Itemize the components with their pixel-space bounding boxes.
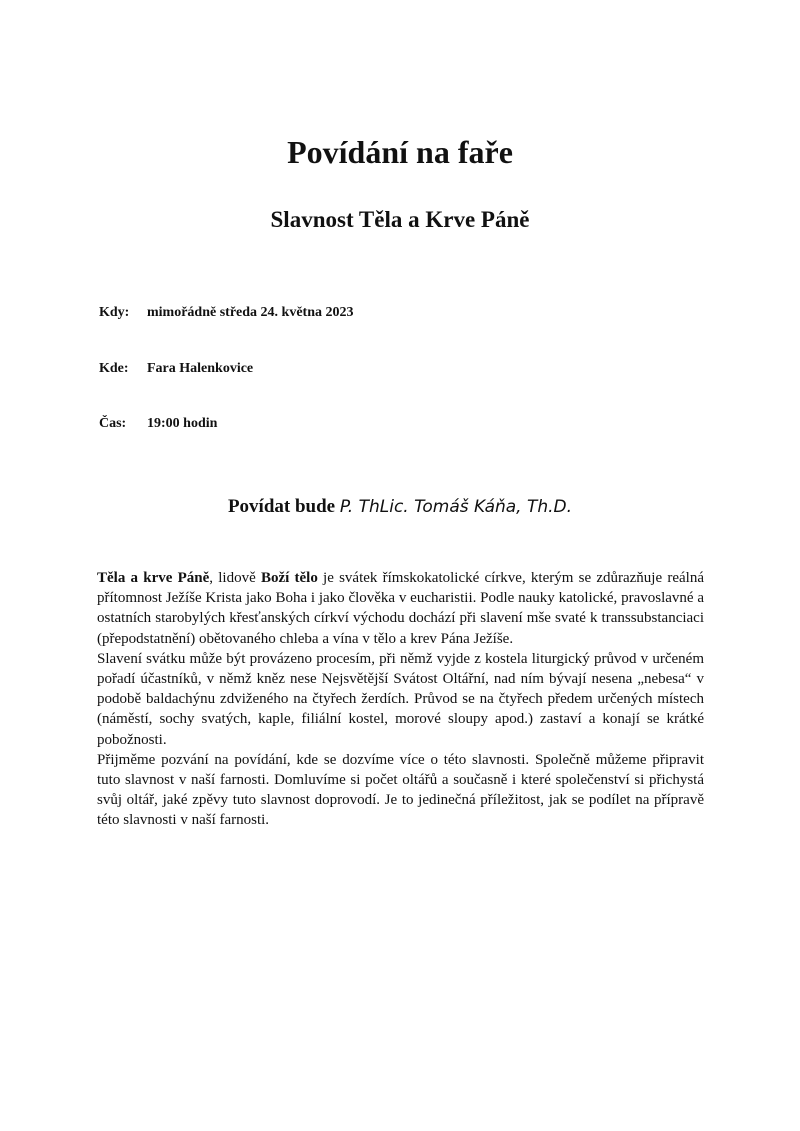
paragraph-1-text-b: je svátek římskokatolické církve, kterým se zdůrazňuje reálná přítomnost Ježíše Krista jako Boha i jako člověka v eucharistii. Podle nauky katolické, pravoslavné a ostatních starobylých křesťanských církví východu dochází při slavení mše svaté k transsubstanciaci (přepodstatnění) obětovaného chleba a vína v tělo a krev Pána Ježíše. — [97, 570, 704, 647]
where-label: Kde: — [99, 361, 129, 376]
when-value: mimořádně středa 24. května 2023 — [147, 305, 354, 320]
speaker-name: P. ThLic. Tomáš Káňa, Th.D. — [339, 497, 573, 517]
feast-common-name: Boží tělo — [260, 570, 318, 586]
time-label: Čas: — [99, 416, 127, 431]
page-title: Povídání na faře — [287, 134, 513, 170]
body-text — [97, 568, 704, 831]
info-time — [99, 415, 218, 433]
paragraph-1-text-a: , lidově — [209, 570, 261, 586]
where-value: Fara Halenkovice — [147, 361, 254, 376]
paragraph-2: Slavení svátku může být provázeno procesím, při němž vyjde z kostela liturgický průvod v určeném pořadí účastníků, v němž kněz nese Nejsvětější Svátost Oltářní, nad ním bývají nesena „nebesa“ v podobě baldachýnu zdviženého na čtyřech žerdích. Průvod se na čtyřech předem určených místech (náměstí, sochy svatých, kaple, filiální kostel, morové sloupy apod.) zastaví a konají se krátké pobožnosti. — [97, 650, 704, 748]
paragraph-1 — [97, 568, 704, 649]
speaker-line — [0, 494, 800, 520]
info-where — [99, 360, 254, 378]
when-label: Kdy: — [99, 305, 130, 320]
page-subtitle: Slavnost Těla a Krve Páně — [270, 207, 530, 232]
feast-name: Těla a krve Páně — [97, 570, 210, 586]
speaker-prefix: Povídat bude — [227, 496, 336, 517]
paragraph-3: Přijměme pozvání na povídání, kde se dozvíme více o této slavnosti. Společně můžeme připravit tuto slavnost v naší farnosti. Domluvíme si počet oltářů a současně i které společenství si přichystá svůj oltář, jaké zpěvy tuto slavnost doprovodí. Je to jedinečná příležitost, jak se podílet na přípravě této slavnosti v naší farnosti. — [97, 751, 704, 829]
info-when — [99, 304, 354, 322]
time-value: 19:00 hodin — [147, 416, 218, 431]
